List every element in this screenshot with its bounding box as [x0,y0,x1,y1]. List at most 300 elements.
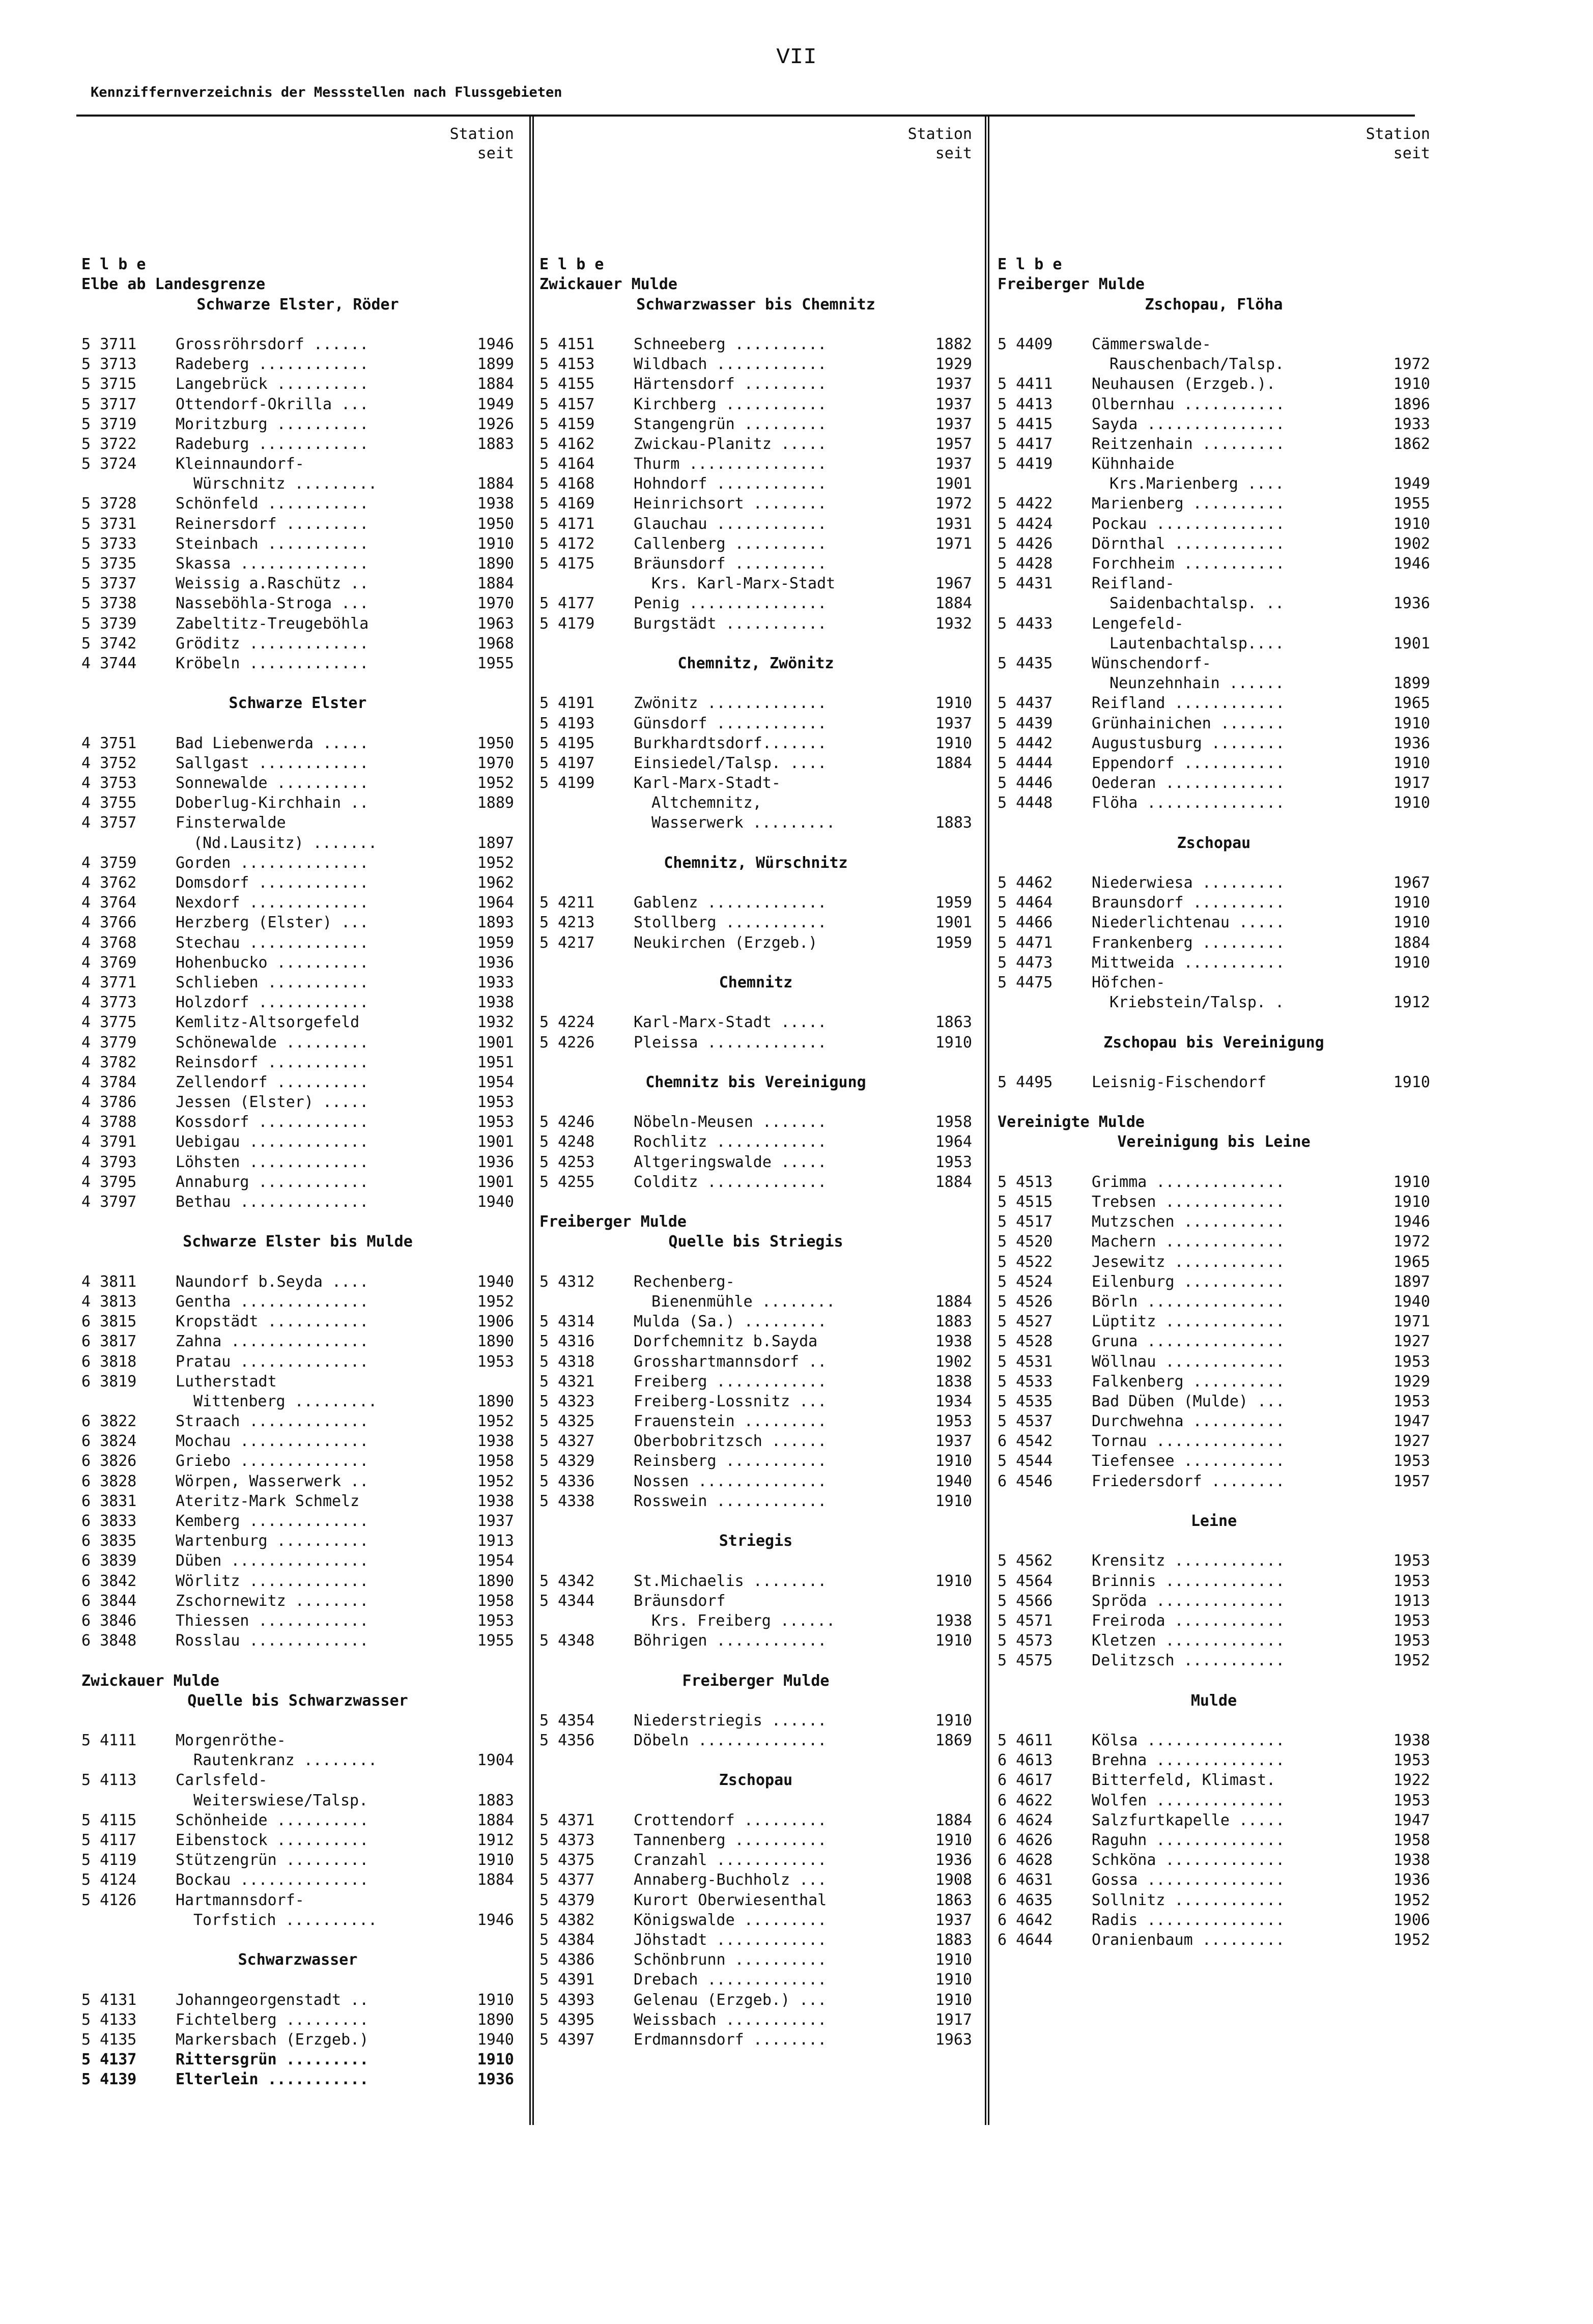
station-name: Griebo .............. [176,1452,369,1470]
section-heading: Schwarze Elster, Röder [196,295,399,314]
station-year: 1927 [1393,1333,1430,1351]
station-row [81,1451,514,1471]
station-row [998,1471,1430,1491]
station-row [998,1910,1430,1930]
station-code: 5 4177 [539,594,595,613]
station-code: 4 3769 [81,953,137,972]
station-name: Grünhainichen ....... [1092,714,1285,732]
station-year: 1958 [477,1592,514,1610]
station-name: Markersbach (Erzgeb.) [176,2030,369,2049]
station-row [81,414,514,434]
station-row-continuation [539,1292,972,1312]
station-row [81,1172,514,1192]
station-code: 5 4133 [81,2010,137,2029]
station-year: 1940 [935,1472,972,1490]
station-header: Station seit [1366,125,1430,162]
station-row [81,1033,514,1053]
station-code: 5 3737 [81,575,137,593]
station-year: 1936 [477,953,514,972]
station-year: 1883 [935,1313,972,1331]
station-year: 1936 [477,2071,514,2089]
station-code: 5 4224 [539,1013,595,1032]
station-code: 5 4462 [998,874,1053,892]
station-name: Gentha .............. [176,1292,369,1311]
spacer [998,1012,1430,1032]
station-year: 1971 [1393,1313,1430,1331]
station-code: 4 3797 [81,1193,137,1211]
station-name: Frauenstein ......... [634,1412,827,1431]
station-year: 1910 [1393,375,1430,393]
station-code: 6 3848 [81,1632,137,1650]
station-year: 1940 [1393,1292,1430,1311]
station-name: Kriebstein/Talsp. . [1110,994,1285,1012]
station-row [998,1551,1430,1571]
station-code: 4 3752 [81,754,137,772]
station-year: 1910 [477,534,514,553]
station-year: 1884 [477,1871,514,1889]
station-year: 1938 [1393,1851,1430,1869]
station-name: Härtensdorf ......... [634,375,827,393]
station-name: Frankenberg ......... [1092,933,1285,952]
station-name: Colditz ............. [634,1173,827,1191]
section-heading: Schwarze Elster [229,694,367,713]
station-name: Eilenburg ........... [1092,1272,1285,1291]
station-code: 4 3759 [81,854,137,872]
station-year: 1967 [1393,874,1430,892]
station-year: 1884 [935,1811,972,1829]
station-year: 1932 [935,614,972,633]
station-year: 1912 [1393,994,1430,1012]
station-code: 5 4471 [998,933,1053,952]
station-code: 4 3768 [81,933,137,952]
station-name: Rochlitz ............ [634,1133,827,1151]
station-code: 5 3719 [81,415,137,433]
station-name: Oberbobritzsch ...... [634,1432,827,1451]
station-row [81,1431,514,1451]
station-year: 1953 [1393,1352,1430,1371]
river-heading: Vereinigte Mulde [998,1113,1145,1131]
station-year: 1938 [935,1611,972,1630]
station-year: 1950 [477,734,514,752]
station-code: 4 3764 [81,894,137,912]
station-name: Kossdorf ............ [176,1113,369,1131]
station-name: Rittersgrün ......... [176,2051,369,2069]
station-code: 6 4626 [998,1831,1053,1849]
station-code: 6 3833 [81,1512,137,1530]
station-code: 5 4155 [539,375,595,393]
station-name: Nöbeln-Meusen ....... [634,1113,827,1131]
station-name: Schönbrunn .......... [634,1951,827,1969]
station-year: 1902 [1393,534,1430,553]
station-name: Spröda .............. [1092,1592,1285,1610]
station-row [539,753,972,773]
station-row [539,1392,972,1411]
station-year: 1940 [477,2030,514,2049]
station-row [81,593,514,613]
station-year: 1947 [1393,1811,1430,1829]
station-name: Rauschenbach/Talsp. [1110,355,1285,374]
station-year: 1953 [1393,1552,1430,1570]
station-name: Neuhausen (Erzgeb.). [1092,375,1276,393]
station-year: 1910 [935,734,972,752]
station-year: 1953 [477,1352,514,1371]
station-name: Glauchau ............ [634,515,827,533]
station-year: 1940 [477,1272,514,1291]
station-row [998,1631,1430,1651]
station-row [998,893,1430,913]
station-code: 6 4542 [998,1432,1053,1451]
station-row [81,933,514,953]
station-code: 5 4426 [998,534,1053,553]
station-row [998,1810,1430,1830]
station-year: 1936 [1393,1871,1430,1889]
station-row [81,1053,514,1072]
station-code: 5 4193 [539,714,595,732]
station-code: 4 3762 [81,874,137,892]
station-year: 1936 [477,1153,514,1171]
station-code: 5 4386 [539,1951,595,1969]
station-code: 5 3742 [81,634,137,653]
station-name: (Nd.Lausitz) ....... [193,834,378,852]
station-name: Schköna ............. [1092,1851,1285,1869]
station-row [81,394,514,414]
station-row-continuation [539,1611,972,1631]
station-code: 6 3817 [81,1333,137,1351]
station-code: 6 4613 [998,1751,1053,1770]
station-code: 6 4628 [998,1851,1053,1869]
station-name: Lengefeld- [1092,614,1184,633]
station-name: Schönheide .......... [176,1811,369,1829]
station-year: 1936 [935,1851,972,1869]
station-row [539,593,972,613]
station-name: Bienenmühle ........ [651,1292,836,1311]
station-name: Jessen (Elster) ..... [176,1093,369,1112]
spacer [998,235,1430,254]
station-row [81,574,514,593]
station-code: 5 4168 [539,475,595,493]
station-year: 1869 [935,1732,972,1750]
station-row [998,1212,1430,1232]
station-name: Reinsdorf ........... [176,1053,369,1071]
station-row [81,1850,514,1870]
station-row [539,414,972,434]
station-row [998,973,1430,993]
station-row [539,454,972,474]
station-row [81,614,514,634]
station-row [539,514,972,534]
station-row [81,1491,514,1511]
station-code: 5 4535 [998,1392,1053,1410]
station-code: 5 3724 [81,455,137,473]
station-code: 5 4448 [998,794,1053,812]
station-row [539,1272,972,1292]
station-name: Jöhstadt ............ [634,1931,827,1949]
station-code: 6 3824 [81,1432,137,1451]
station-name: Wörpen, Wasserwerk .. [176,1472,369,1490]
station-code: 5 4338 [539,1492,595,1510]
station-year: 1901 [477,1033,514,1052]
station-code: 6 4644 [998,1931,1053,1949]
station-year: 1884 [477,475,514,493]
station-year: 1946 [1393,555,1430,573]
station-name: Wildbach ............ [634,355,827,374]
station-code: 5 4524 [998,1272,1053,1291]
station-name: Reitzenhain ......... [1092,435,1285,453]
station-code: 5 4433 [998,614,1053,633]
station-year: 1901 [477,1173,514,1191]
station-row [539,1112,972,1132]
station-name: Sayda ............... [1092,415,1285,433]
station-code: 5 4515 [998,1193,1053,1211]
station-row [81,1830,514,1850]
station-code: 5 4473 [998,953,1053,972]
station-year: 1910 [1393,515,1430,533]
station-name: Niederlichtenau ..... [1092,914,1285,932]
station-name: Wartenburg .......... [176,1532,369,1550]
station-code: 5 4314 [539,1313,595,1331]
station-year: 1862 [1393,435,1430,453]
station-code: 5 4159 [539,415,595,433]
station-name: Machern ............. [1092,1233,1285,1251]
station-code: 5 4435 [998,654,1053,672]
station-code: 5 4446 [998,774,1053,792]
station-year: 1884 [477,575,514,593]
station-year: 1863 [935,1013,972,1032]
station-name: Kletzen ............. [1092,1632,1285,1650]
station-year: 1955 [1393,495,1430,513]
station-year: 1936 [1393,734,1430,752]
spacer [539,673,972,693]
station-row [81,2010,514,2030]
station-row [998,514,1430,534]
station-year: 1917 [935,2010,972,2029]
column-1 [81,125,514,2089]
page-heading: Kennziffernverzeichnis der Messstellen nach Flussgebieten [91,84,562,100]
station-code: 4 3771 [81,973,137,991]
station-name: Mutzschen ........... [1092,1213,1285,1231]
station-year: 1946 [477,1911,514,1929]
station-row [81,1611,514,1631]
station-code: 5 4575 [998,1652,1053,1670]
station-code: 5 4517 [998,1213,1053,1231]
station-year: 1929 [935,355,972,374]
spacer [81,315,514,334]
station-name: Bräunsdorf [634,1592,726,1610]
station-year: 1883 [935,814,972,832]
station-code: 5 4199 [539,774,595,792]
station-year: 1884 [935,594,972,613]
station-code: 4 3786 [81,1093,137,1112]
station-year: 1949 [1393,475,1430,493]
station-name: Radeburg ............ [176,435,369,453]
station-row [539,1331,972,1351]
station-row [998,1611,1430,1631]
station-code: 4 3813 [81,1292,137,1311]
station-year: 1938 [477,1492,514,1510]
station-row-continuation [998,673,1430,693]
station-year: 1910 [935,694,972,713]
station-name: Dörnthal ............ [1092,534,1285,553]
station-code: 5 4397 [539,2030,595,2049]
river-heading: Freiberger Mulde [998,275,1145,294]
station-row [81,1352,514,1372]
station-name: Bitterfeld, Klimast. [1092,1771,1276,1790]
station-name: Stollberg ........... [634,914,827,932]
station-row-continuation [81,833,514,853]
station-name: Stangengrün ......... [634,415,827,433]
station-year: 1838 [935,1372,972,1391]
station-code: 5 4115 [81,1811,137,1829]
station-name: Mochau .............. [176,1432,369,1451]
station-year: 1965 [1393,694,1430,713]
station-name: Reifland ............ [1092,694,1285,713]
station-name: Naundorf b.Seyda .... [176,1272,369,1291]
station-row [81,913,514,932]
station-row-continuation [81,474,514,494]
spacer [81,1252,514,1272]
station-row [81,1890,514,1910]
station-year: 1910 [1393,714,1430,732]
station-year: 1890 [477,1333,514,1351]
station-name: Gablenz ............. [634,894,827,912]
station-name: Durchwehna .......... [1092,1412,1285,1431]
station-code: 4 3753 [81,774,137,792]
station-code: 5 4391 [539,1971,595,1989]
station-row [539,1012,972,1032]
spacer [81,1970,514,1990]
station-row [998,1571,1430,1591]
station-code: 5 4527 [998,1313,1053,1331]
station-row [539,334,972,354]
station-row [998,614,1430,634]
station-code: 5 4113 [81,1771,137,1790]
river-heading: Elbe ab Landesgrenze [81,275,266,294]
station-row [539,1810,972,1830]
station-code: 5 4139 [81,2071,137,2089]
station-code: 6 4624 [998,1811,1053,1829]
station-row [81,1471,514,1491]
station-code: 5 4171 [539,515,595,533]
station-row [81,1331,514,1351]
station-year: 1953 [935,1412,972,1431]
station-name: Kleinnaundorf- [176,455,304,473]
station-row [998,534,1430,554]
station-code: 5 4348 [539,1632,595,1650]
station-name: Tannenberg .......... [634,1831,827,1849]
station-row [81,2050,514,2070]
station-name: Düben ............... [176,1552,369,1570]
station-row [81,634,514,654]
spacer [81,1651,514,1670]
station-row [539,1631,972,1651]
station-name: Schönfeld ........... [176,495,369,513]
river-heading: Zwickauer Mulde [539,275,677,294]
spacer [539,634,972,654]
station-year: 1937 [935,415,972,433]
station-name: Cämmerswalde- [1092,335,1211,353]
station-name: Königswalde ......... [634,1911,827,1929]
spacer [539,1750,972,1770]
station-row [81,793,514,813]
station-code: 5 4135 [81,2030,137,2049]
station-year: 1922 [1393,1771,1430,1790]
station-name: Bad Düben (Mulde) ... [1092,1392,1285,1410]
station-code: 5 4342 [539,1572,595,1590]
station-code: 4 3755 [81,794,137,812]
station-code: 5 4528 [998,1333,1053,1351]
station-code: 4 3766 [81,914,137,932]
station-name: Kirchberg ........... [634,395,827,413]
station-year: 1910 [477,1851,514,1869]
station-code: 5 4464 [998,894,1053,912]
station-row [539,354,972,374]
station-year: 1937 [935,395,972,413]
station-code: 5 4179 [539,614,595,633]
station-year: 1952 [1393,1652,1430,1670]
section-heading: Chemnitz, Würschnitz [664,854,848,872]
station-row [81,514,514,534]
station-name: Wöllnau ............. [1092,1352,1285,1371]
station-name: Trebsen ............. [1092,1193,1285,1211]
station-code: 6 3826 [81,1452,137,1470]
station-row [998,733,1430,753]
station-row [998,374,1430,394]
station-name: Krs. Karl-Marx-Stadt [651,575,836,593]
station-name: Marienberg .......... [1092,495,1285,513]
station-name: Wörlitz ............. [176,1572,369,1590]
station-year: 1970 [477,754,514,772]
station-year: 1931 [935,515,972,533]
station-row [539,1491,972,1511]
station-row [539,1471,972,1491]
station-row [998,793,1430,813]
station-name: Radeberg ............ [176,355,369,374]
station-year: 1957 [1393,1472,1430,1490]
station-name: Friedersdorf ........ [1092,1472,1285,1490]
station-code: 5 4571 [998,1611,1053,1630]
station-year: 1933 [1393,415,1430,433]
station-name: Domsdorf ............ [176,874,369,892]
station-year: 1938 [935,1333,972,1351]
station-name: Morgenröthe- [176,1732,286,1750]
station-code: 6 3842 [81,1572,137,1590]
section-heading: Leine [1190,1512,1237,1530]
station-code: 5 4119 [81,1851,137,1869]
station-code: 5 4318 [539,1352,595,1371]
station-name: Holzdorf ............ [176,994,369,1012]
station-name: Bad Liebenwerda ..... [176,734,369,752]
station-name: Burgstädt ........... [634,614,827,633]
section-heading: Chemnitz, Zwönitz [677,654,834,672]
station-row [81,1531,514,1551]
section-heading: Zschopau [719,1771,793,1790]
station-row [81,873,514,893]
station-row [539,2010,972,2030]
station-name: Gorden .............. [176,854,369,872]
station-row [81,1312,514,1331]
station-code: 4 3751 [81,734,137,752]
station-row [81,1092,514,1112]
column-1-rows [81,235,514,2089]
station-name: Thurm ............... [634,455,827,473]
station-code: 5 4164 [539,455,595,473]
station-name: Ottendorf-Okrilla ... [176,395,369,413]
station-code: 6 3819 [81,1372,137,1391]
station-year: 1929 [1393,1372,1430,1391]
station-name: Nasseböhla-Stroga ... [176,594,369,613]
station-name: Salzfurtkapelle ..... [1092,1811,1285,1829]
station-row [81,893,514,913]
